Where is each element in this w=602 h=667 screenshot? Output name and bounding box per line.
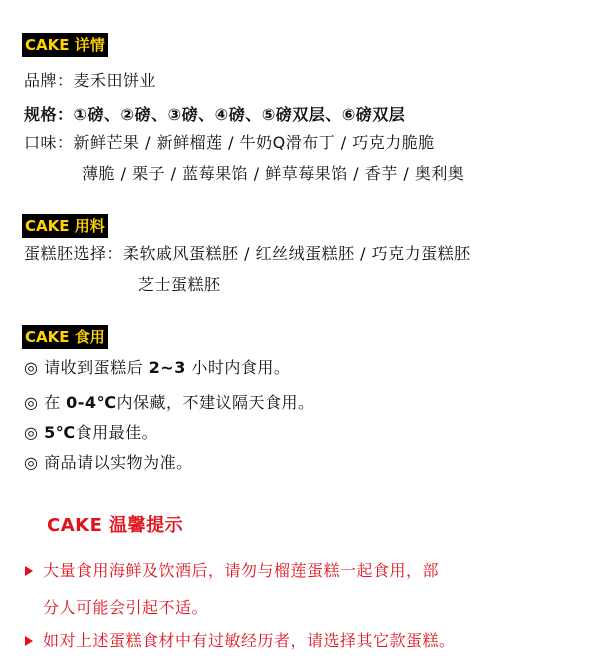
consume-item-highlight: 2~3 bbox=[148, 358, 186, 377]
spec-text: 规格：①磅、②磅、③磅、④磅、⑤磅双层、⑥磅双层 bbox=[24, 105, 406, 124]
consume-item-text: 商品请以实物为准。 bbox=[44, 453, 193, 472]
flavor-text-line1: 口味：新鲜芒果 / 新鲜榴莲 / 牛奶Q滑布丁 / 巧克力脆脆 bbox=[24, 133, 435, 152]
cake-base-text-line2: 芝士蛋糕胚 bbox=[138, 275, 221, 294]
brand-text: 品牌：麦禾田饼业 bbox=[24, 71, 157, 90]
bullet-icon: ◎ bbox=[24, 393, 39, 412]
tip-text-2: 如对上述蛋糕食材中有过敏经历者，请选择其它款蛋糕。 bbox=[43, 631, 456, 650]
cake-base-text-line1: 蛋糕胚选择：柔软戚风蛋糕胚 / 红丝绒蛋糕胚 / 巧克力蛋糕胚 bbox=[24, 244, 471, 263]
consume-item bbox=[24, 421, 158, 445]
tip-text-line2: 分人可能会引起不适。 bbox=[43, 598, 209, 617]
bullet-icon: ◎ bbox=[24, 453, 39, 472]
consume-item-text: 在 bbox=[44, 393, 67, 412]
consume-item-text: 内保藏，不建议隔天食用。 bbox=[116, 393, 315, 412]
consume-item-highlight: 5℃ bbox=[44, 423, 76, 442]
flavor-text-line2: 薄脆 / 栗子 / 蓝莓果馅 / 鲜草莓果馅 / 香芋 / 奥利奥 bbox=[82, 164, 465, 183]
consume-item-text: 小时内食用。 bbox=[185, 358, 291, 377]
bullet-icon: ◎ bbox=[24, 358, 39, 377]
consume-item bbox=[24, 356, 290, 380]
bullet-icon: ◎ bbox=[24, 423, 39, 442]
triangle-bullet-icon bbox=[25, 636, 33, 646]
section-header-ingredients: CAKE 用料 bbox=[22, 214, 108, 238]
consume-item bbox=[24, 451, 193, 475]
consume-item-text: 食用最佳。 bbox=[75, 423, 159, 442]
tips-title: CAKE 温馨提示 bbox=[47, 515, 184, 536]
section-header-details: CAKE 详情 bbox=[22, 33, 108, 57]
section-header-consume: CAKE 食用 bbox=[22, 325, 108, 349]
consume-item-highlight: 0-4℃ bbox=[66, 393, 117, 412]
tip-text-line1: 大量食用海鲜及饮酒后，请勿与榴莲蛋糕一起食用，部 bbox=[43, 561, 440, 580]
triangle-bullet-icon bbox=[25, 566, 33, 576]
consume-item bbox=[24, 391, 314, 415]
consume-item-text: 请收到蛋糕后 bbox=[44, 358, 149, 377]
